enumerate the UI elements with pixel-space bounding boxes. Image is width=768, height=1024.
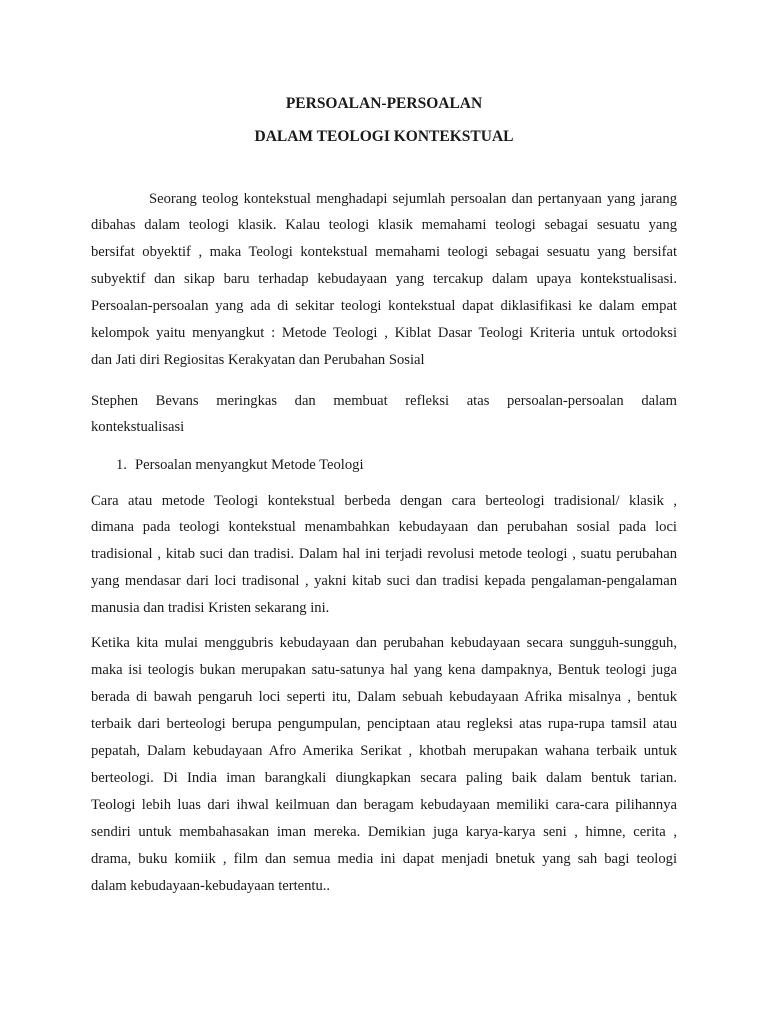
text-line: kontekstualisasi: [91, 419, 185, 435]
text-line: Persoalan-persoalan yang ada di sekitar teologi kontekstual dapat diklasifikasi ke dalam empat: [91, 298, 677, 314]
text-line: bersifat obyektif , maka Teologi kontekstual memahami teologi sebagai sesuatu yang bersifat: [91, 244, 677, 260]
document-title-line-1: PERSOALAN-PERSOALAN: [285, 95, 483, 112]
list-item-number: 1.: [116, 457, 127, 473]
text-line: kelompok yaitu menyangkut : Metode Teologi , Kiblat Dasar Teologi Kriteria untuk ortodoksi: [91, 325, 677, 341]
list-item-text: Persoalan menyangkut Metode Teologi: [135, 457, 364, 473]
text-line: Ketika kita mulai menggubris kebudayaan dan perubahan kebudayaan secara sungguh-sungguh,: [91, 635, 677, 651]
text-line: pepatah, Dalam kebudayaan Afro Amerika Serikat , khotbah merupakan wahana terbaik untuk: [91, 743, 677, 759]
text-line: manusia dan tradisi Kristen sekarang ini.: [91, 600, 330, 616]
text-line: tradisional , kitab suci dan tradisi. Dalam hal ini terjadi revolusi metode teologi , suatu perubahan: [91, 546, 677, 562]
text-line: dan Jati diri Regiositas Kerakyatan dan Perubahan Sosial: [91, 352, 425, 368]
text-line: maka isi teologis bukan merupakan satu-satunya hal yang kena dampaknya, Bentuk teologi juga: [91, 662, 677, 678]
text-line: Teologi lebih luas dari ihwal keilmuan dan beragam kebudayaan memiliki cara-cara pilihannya: [91, 797, 677, 813]
text-line: subyektif dan sikap baru terhadap kebudayaan yang tercakup dalam upaya kontekstualisasi.: [91, 271, 677, 287]
document-title-line-2: DALAM TEOLOGI KONTEKSTUAL: [254, 128, 514, 145]
text-line: terbaik dari berteologi berupa pengumpulan, penciptaan atau regleksi atas rupa-rupa tamsil atau: [91, 716, 677, 732]
text-line: Cara atau metode Teologi kontekstual berbeda dengan cara berteologi tradisional/ klasik ,: [91, 493, 677, 509]
text-line: berada di bawah pengaruh loci seperti itu, Dalam sebuah kebudayaan Afrika misalnya , bentuk: [91, 689, 677, 705]
text-line: Seorang teolog kontekstual menghadapi sejumlah persoalan dan pertanyaan yang jarang: [149, 191, 677, 207]
text-line: dibahas dalam teologi klasik. Kalau teologi klasik memahami teologi sebagai sesuatu yang: [91, 217, 677, 233]
text-line: sendiri untuk membahasakan iman mereka. Demikian juga karya-karya seni , himne, cerita ,: [91, 824, 677, 840]
text-line: Stephen Bevans meringkas dan membuat refleksi atas persoalan-persoalan dalam: [91, 393, 677, 409]
text-line: berteologi. Di India iman barangkali diungkapkan secara paling baik dalam bentuk tarian.: [91, 770, 677, 786]
text-line: dimana pada teologi kontekstual menambahkan kebudayaan dan perubahan sosial pada loci: [91, 519, 677, 535]
text-line: dalam kebudayaan-kebudayaan tertentu..: [91, 878, 331, 894]
text-line: yang mendasar dari loci tradisonal , yakni kitab suci dan tradisi kepada pengalaman-pengalaman: [91, 573, 677, 589]
text-line: drama, buku komiik , film dan semua media ini dapat menjadi bnetuk yang sah bagi teologi: [91, 851, 677, 867]
